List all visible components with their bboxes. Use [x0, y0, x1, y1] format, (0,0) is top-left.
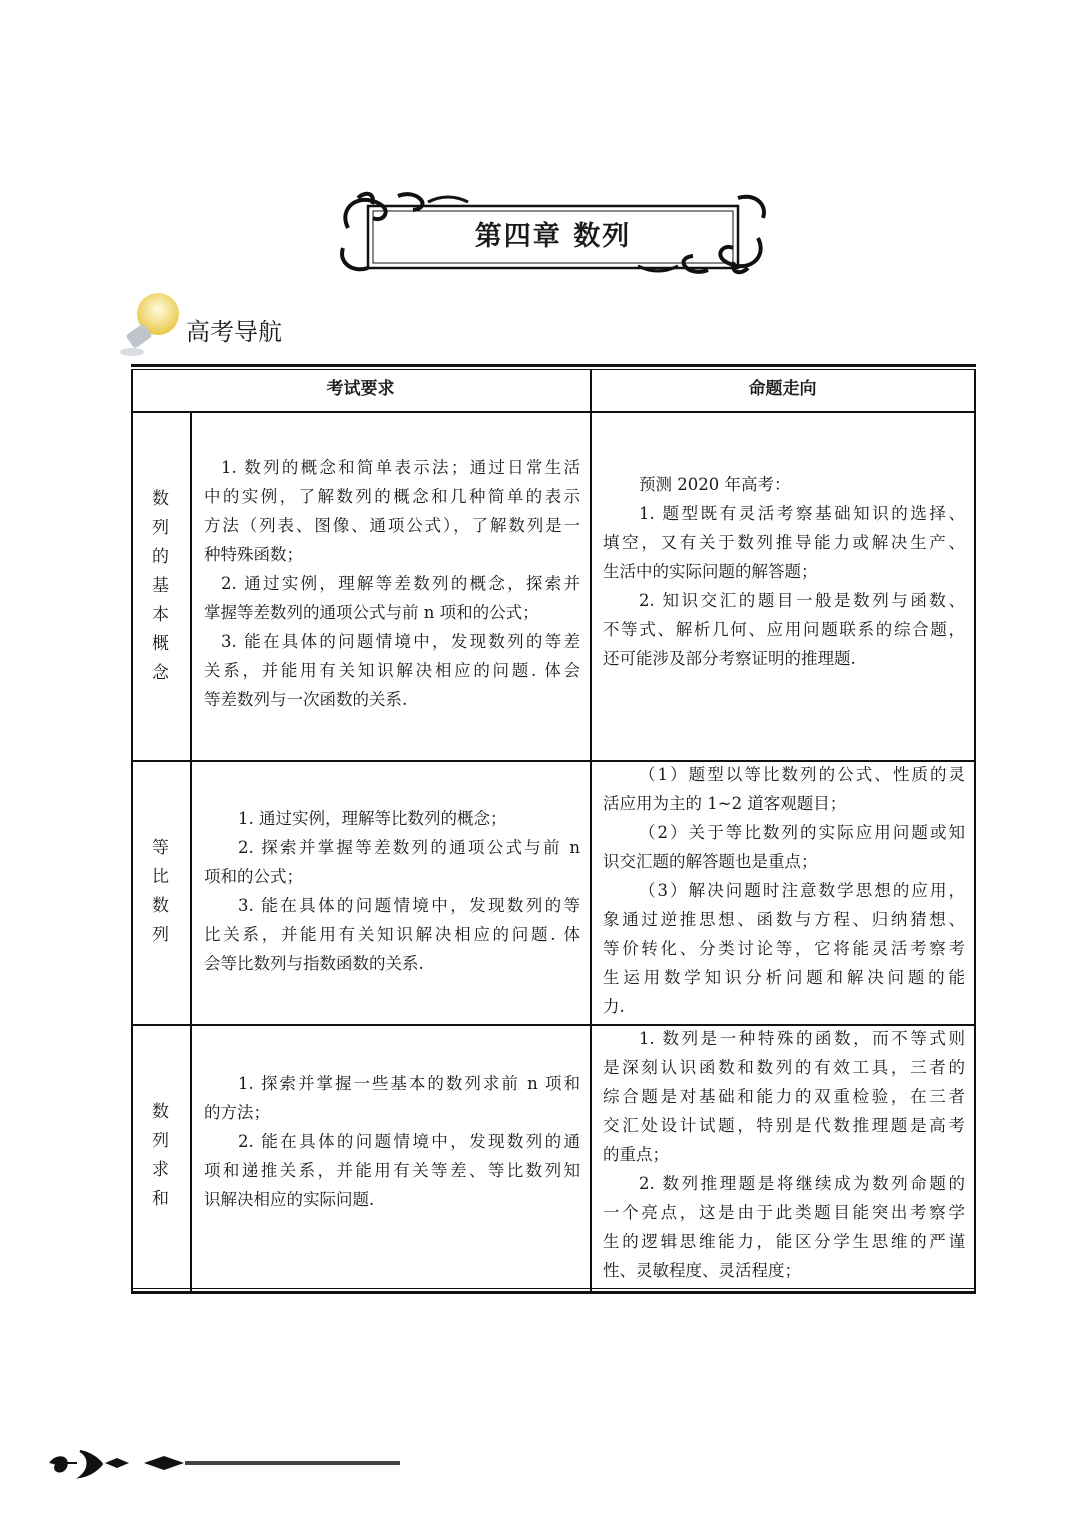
text-line: 种特殊函数；	[204, 545, 303, 564]
text-line: 的方法；	[204, 1103, 270, 1122]
row-category-basic-concepts	[131, 485, 190, 688]
text-line: 中的实例，了解数列的概念和几种简单的表示	[204, 487, 580, 506]
category-char: 列	[152, 1131, 169, 1151]
text-line: 2. 能在具体的问题情境中，发现数列的通	[238, 1132, 580, 1151]
category-char: 等	[152, 838, 169, 858]
text-line: （3）解决问题时注意数学思想的应用，	[639, 881, 965, 900]
text-line: 等差数列与一次函数的关系.	[204, 690, 408, 709]
category-char: 和	[152, 1189, 169, 1209]
category-char: 列	[152, 517, 169, 538]
text-line: 掌握等差数列的通项公式与前 n 项和的公式；	[204, 603, 539, 622]
text-line: 力.	[603, 997, 625, 1016]
text-line: 预测 2020 年高考：	[639, 475, 791, 494]
text-line: 2. 探索并掌握等差数列的通项公式与前 n	[238, 838, 580, 857]
category-char: 列	[152, 925, 169, 945]
text-line: 关系，并能用有关知识解决相应的问题. 体会	[204, 661, 580, 680]
text-line: 的重点；	[603, 1145, 669, 1164]
text-line: 方法（列表、图像、通项公式），了解数列是一	[204, 516, 580, 535]
text-line: 1. 探索并掌握一些基本的数列求前 n 项和	[238, 1074, 580, 1093]
category-char: 本	[152, 604, 169, 625]
requirements-cell-sequence-sum	[204, 1069, 580, 1214]
category-char: 的	[152, 546, 169, 567]
exam-guide-table	[131, 364, 976, 1294]
text-line: 填空，又有关于数列推导能力或解决生产、	[603, 533, 965, 552]
text-line: 象通过逆推思想、函数与方程、归纳猜想、	[603, 910, 965, 929]
category-char: 数	[152, 488, 169, 509]
text-line: 生的逻辑思维能力，能区分学生思维的严谨	[603, 1232, 965, 1251]
category-char: 数	[152, 896, 169, 916]
chapter-title: 第四章 数列	[474, 221, 632, 252]
category-char: 数	[152, 1102, 169, 1122]
text-line: 1. 通过实例，理解等比数列的概念；	[238, 809, 507, 828]
text-line: 3. 能在具体的问题情境中，发现数列的等	[238, 896, 580, 915]
row-category-geometric-sequence	[131, 834, 190, 950]
text-line: 交汇处设计试题，特别是代数推理题是高考	[603, 1116, 965, 1135]
text-line: （1）题型以等比数列的公式、性质的灵	[639, 765, 965, 784]
section-header	[118, 290, 282, 360]
text-line: 1. 题型既有灵活考察基础知识的选择、	[639, 504, 965, 523]
lightbulb-icon	[118, 290, 184, 360]
section-title: 高考导航	[186, 318, 282, 346]
text-line: 2. 通过实例，理解等差数列的概念，探索并	[221, 574, 580, 593]
text-line: 3. 能在具体的问题情境中，发现数列的等差	[221, 632, 580, 651]
trends-cell-basic-concepts	[603, 470, 965, 673]
text-line: 2. 数列推理题是将继续成为数列命题的	[639, 1174, 965, 1193]
text-line: 一个亮点，这是由于此类题目能突出考察学	[603, 1203, 965, 1222]
ornament-divider-icon	[45, 1445, 405, 1485]
text-line: 活应用为主的 1~2 道客观题目；	[603, 794, 847, 813]
text-line: 1. 数列是一种特殊的函数，而不等式则	[639, 1029, 965, 1048]
text-line: 比关系，并能用有关知识解决相应的问题. 体	[204, 925, 580, 944]
text-line: 生活中的实际问题的解答题；	[603, 562, 818, 581]
text-line: 是深刻认识函数和数列的有效工具，三者的	[603, 1058, 965, 1077]
text-line: 识解决相应的实际问题.	[204, 1190, 375, 1209]
text-line: 综合题是对基础和能力的双重检验，在三者	[603, 1087, 965, 1106]
text-line: 生运用数学知识分析问题和解决问题的能	[603, 968, 965, 987]
text-line: 1. 数列的概念和简单表示法；通过日常生活	[221, 458, 580, 477]
header-trends: 命题走向	[748, 379, 817, 399]
trends-cell-geometric-sequence	[603, 760, 965, 1021]
trends-cell-sequence-sum	[603, 1024, 965, 1285]
text-line: 项和递推关系，并能用有关等差、等比数列知	[204, 1161, 580, 1180]
text-line: 不等式、解析几何、应用问题联系的综合题，	[603, 620, 965, 639]
footer-ornament	[45, 1445, 405, 1489]
category-char: 基	[152, 575, 169, 596]
text-line: （2）关于等比数列的实际应用问题或知	[639, 823, 965, 842]
category-char: 求	[152, 1160, 169, 1180]
category-char: 念	[152, 662, 169, 683]
text-line: 2. 知识交汇的题目一般是数列与函数、	[639, 591, 965, 610]
text-line: 识交汇题的解答题也是重点；	[603, 852, 818, 871]
text-line: 还可能涉及部分考察证明的推理题.	[603, 649, 856, 668]
text-line: 会等比数列与指数函数的关系.	[204, 954, 424, 973]
category-char: 比	[152, 867, 169, 887]
text-line: 项和的公式；	[204, 867, 303, 886]
header-requirements: 考试要求	[326, 379, 395, 399]
text-line: 等价转化、分类讨论等，它将能灵活考察考	[603, 939, 965, 958]
row-category-sequence-sum	[131, 1098, 190, 1214]
requirements-cell-basic-concepts	[204, 453, 580, 714]
category-char: 概	[152, 633, 169, 654]
text-line: 性、灵敏程度、灵活程度；	[603, 1261, 801, 1280]
chapter-title-banner	[338, 188, 768, 278]
requirements-cell-geometric-sequence	[204, 804, 580, 978]
